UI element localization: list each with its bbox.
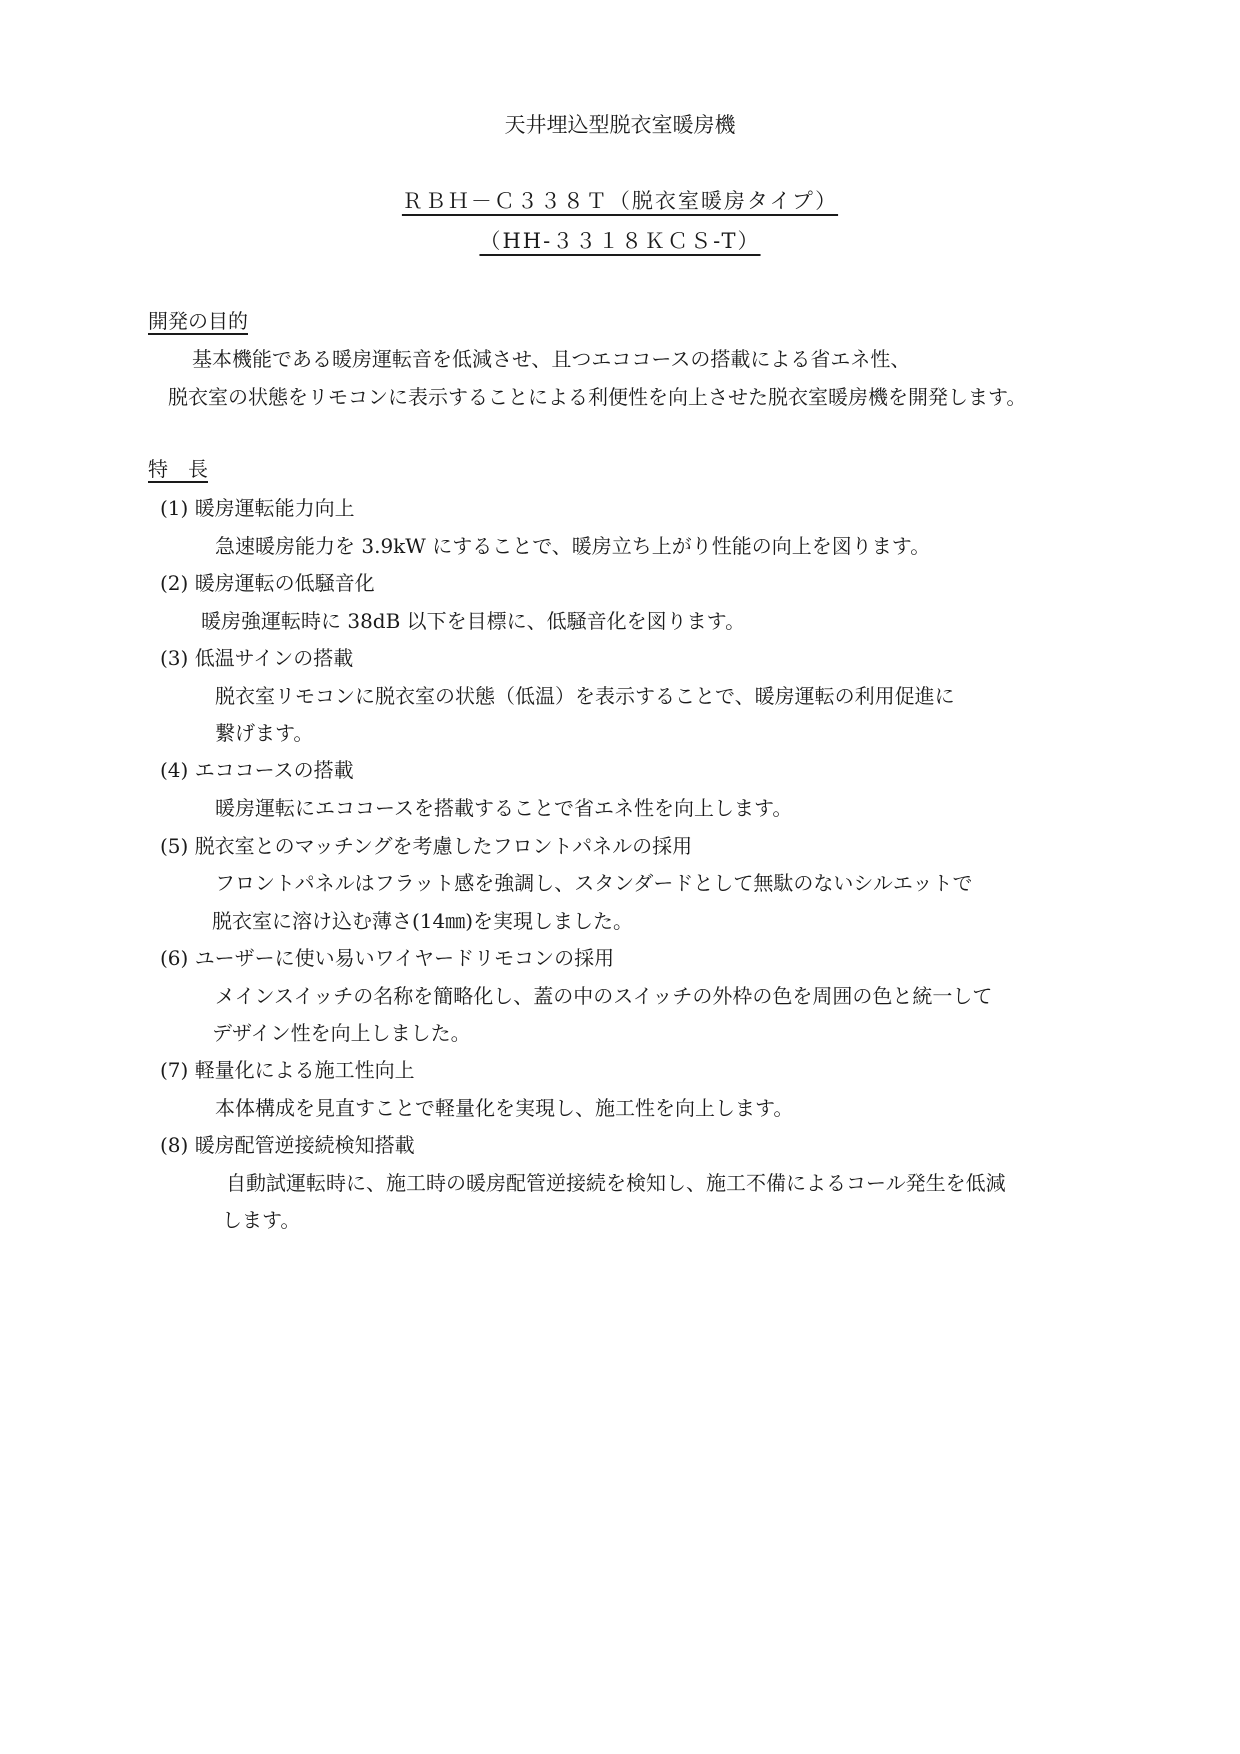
feature-title-4: (4) エココースの搭載 — [160, 758, 354, 782]
feature-text-8a: 自動試運転時に、施工時の暖房配管逆接続を検知し、施工不備によるコール発生を低減 — [226, 1171, 1006, 1195]
model-code-text: （HH-３３１８ＫＣＳ-T） — [479, 229, 761, 253]
feature-text-1: 急速暖房能力を 3.9kW にすることで、暖房立ち上がり性能の向上を図ります。 — [215, 534, 931, 558]
purpose-heading: 開発の目的 — [148, 309, 248, 333]
feature-text-8b: します。 — [222, 1208, 301, 1232]
feature-text-5a: フロントパネルはフラット感を強調し、スタンダードとして無駄のないシルエットで — [215, 871, 973, 895]
features-heading: 特 長 — [148, 457, 208, 481]
feature-title-1: (1) 暖房運転能力向上 — [160, 496, 355, 520]
model-code — [0, 228, 1240, 254]
feature-text-7: 本体構成を見直すことで軽量化を実現し、施工性を向上します。 — [215, 1096, 794, 1120]
feature-text-5b: 脱衣室に溶け込む薄さ(14㎜)を実現しました。 — [212, 909, 634, 933]
feature-text-4: 暖房運転にエココースを搭載することで省エネ性を向上します。 — [215, 796, 793, 820]
purpose-line: 脱衣室の状態をリモコンに表示することによる利便性を向上させた脱衣室暖房機を開発します。 — [168, 385, 1027, 409]
feature-title-3: (3) 低温サインの搭載 — [160, 646, 354, 670]
document-title: 天井埋込型脱衣室暖房機 — [504, 113, 736, 137]
feature-text-2: 暖房強運転時に 38dB 以下を目標に、低騒音化を図ります。 — [201, 609, 746, 633]
feature-text-3a: 脱衣室リモコンに脱衣室の状態（低温）を表示することで、暖房運転の利用促進に — [215, 684, 955, 708]
feature-text-3b: 繋げます。 — [215, 721, 314, 745]
feature-text-6b: デザイン性を向上しました。 — [212, 1021, 471, 1045]
feature-title-5: (5) 脱衣室とのマッチングを考慮したフロントパネルの採用 — [160, 834, 693, 858]
feature-title-8: (8) 暖房配管逆接続検知搭載 — [160, 1133, 415, 1157]
model-number-text: ＲＢＨ－Ｃ３３８Ｔ（脱衣室暖房タイプ） — [401, 189, 839, 213]
feature-text-6a: メインスイッチの名称を簡略化し、蓋の中のスイッチの外枠の色を周囲の色と統一して — [215, 984, 993, 1008]
purpose-line: 基本機能である暖房運転音を低減させ、且つエココースの搭載による省エネ性、 — [192, 347, 911, 371]
feature-title-6: (6) ユーザーに使い易いワイヤードリモコンの採用 — [160, 946, 615, 970]
feature-title-7: (7) 軽量化による施工性向上 — [160, 1058, 415, 1082]
model-number — [0, 188, 1240, 214]
feature-title-2: (2) 暖房運転の低騒音化 — [160, 571, 375, 595]
